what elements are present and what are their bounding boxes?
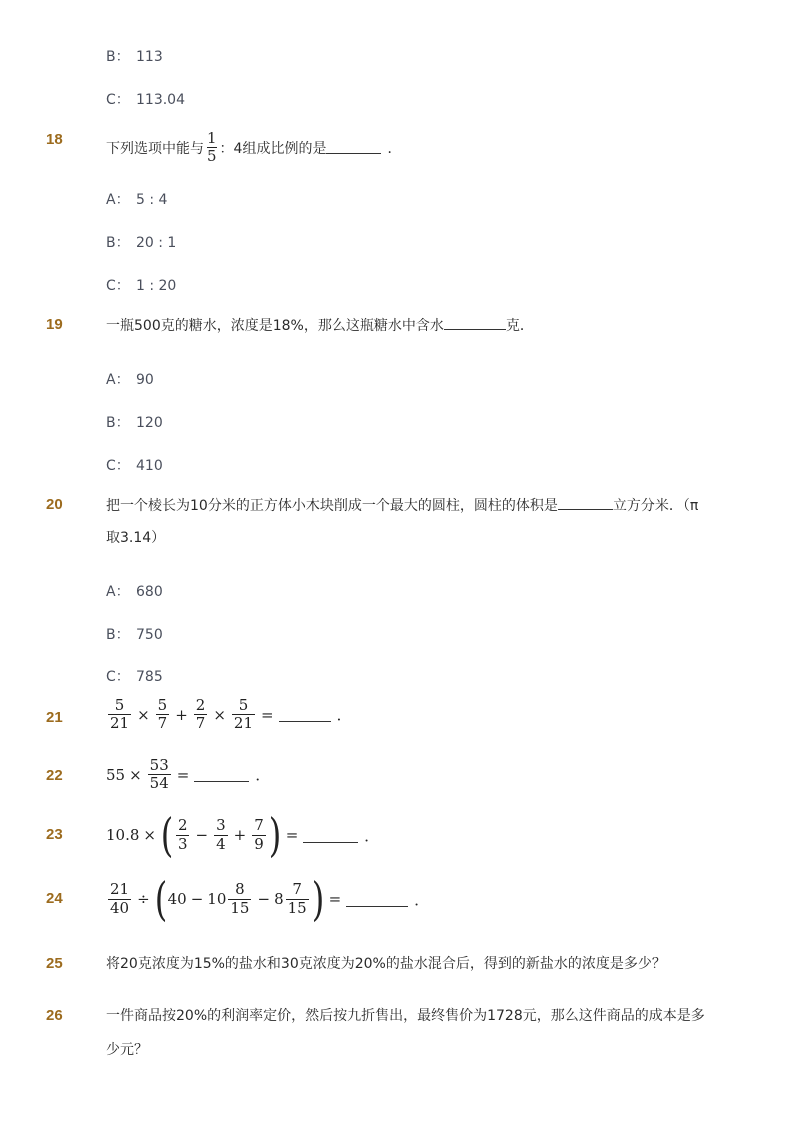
option-a: A： 680 xyxy=(106,584,163,600)
question-number: 23 xyxy=(46,826,63,843)
answer-blank[interactable] xyxy=(194,767,249,782)
option-c: C： 1 : 20 xyxy=(106,278,177,294)
fraction: $\frac{21}{40}$ xyxy=(110,880,130,917)
answer-blank[interactable] xyxy=(303,828,358,843)
fraction: $\frac{2}{3}$ xyxy=(177,816,188,853)
option-a: A： 5 : 4 xyxy=(106,192,168,208)
fraction: 1 5 xyxy=(207,129,217,166)
left-paren: ( xyxy=(160,808,174,862)
question-stem-line1: 把一个棱长为10分米的正方体小木块削成一个最大的圆柱，圆柱的体积是 立方分米．（π xyxy=(106,498,699,514)
answer-blank[interactable] xyxy=(346,892,408,907)
fraction: $\frac{5}{21}$ xyxy=(233,696,254,733)
question-stem-line2: 少元？ xyxy=(106,1042,148,1058)
right-paren: ) xyxy=(311,872,324,926)
question-number: 25 xyxy=(46,955,63,972)
question-number: 18 xyxy=(46,131,63,148)
fraction: $\frac{7}{9}$ xyxy=(254,816,264,853)
fraction: $\frac{5}{21}$ xyxy=(110,696,130,733)
fraction: $\frac{2}{7}$ xyxy=(195,696,206,733)
fraction: $\frac{8}{15}$ xyxy=(230,880,250,917)
question-stem: 下列选项中能与 1 5 ：4组成比例的是 ． xyxy=(106,129,402,166)
left-paren: ( xyxy=(154,872,167,926)
fraction: $\frac{53}{54}$ xyxy=(149,756,169,793)
question-number: 20 xyxy=(46,496,63,513)
question-stem-line1: 一件商品按20%的利润率定价，然后按九折售出，最终售价为1728元，那么这件商品的成本是多 xyxy=(106,1008,705,1024)
answer-blank[interactable] xyxy=(444,317,506,330)
fraction: $\frac{7}{15}$ xyxy=(287,880,307,917)
question-number: 26 xyxy=(46,1007,63,1024)
answer-blank[interactable] xyxy=(326,141,381,154)
question-number: 24 xyxy=(46,890,63,907)
math-expression: $\frac{5}{21}$ × $\frac{5}{7}$ + $\frac{2}{7}$ × $\frac{5}{21}$ = ． xyxy=(110,696,352,733)
question-stem: 一瓶500克的糖水，浓度是18%，那么这瓶糖水中含水 克． xyxy=(106,318,534,334)
option-a: A： 90 xyxy=(106,372,154,388)
option-b: B： 120 xyxy=(106,415,163,431)
option-c: C： 785 xyxy=(106,669,163,685)
answer-blank[interactable] xyxy=(558,497,613,510)
fraction: $\frac{5}{7}$ xyxy=(157,696,168,733)
question-number: 19 xyxy=(46,316,63,333)
math-expression: $\frac{21}{40}$ ÷ ( 40 − 10 $\frac{8}{15}$ − 8 $\frac{7}{15}$ ) = ． xyxy=(110,872,430,926)
math-expression: 10.8 × ( $\frac{2}{3}$ − $\frac{3}{4}$ + $\frac{7}{9}$ ) = ． xyxy=(106,808,380,862)
answer-blank[interactable] xyxy=(279,707,331,722)
question-stem: 将20克浓度为15%的盐水和30克浓度为20%的盐水混合后，得到的新盐水的浓度是多少？ xyxy=(106,956,666,972)
question-stem-line2: 取3.14） xyxy=(106,530,166,546)
question-number: 21 xyxy=(46,709,63,726)
option-c: C： 410 xyxy=(106,458,163,474)
option-b: B： 113 xyxy=(106,49,163,65)
option-b: B： 20 : 1 xyxy=(106,235,177,251)
fraction: $\frac{3}{4}$ xyxy=(216,816,226,853)
question-number: 22 xyxy=(46,767,63,784)
option-b: B： 750 xyxy=(106,627,163,643)
right-paren: ) xyxy=(268,808,281,862)
option-c: C： 113.04 xyxy=(106,92,185,108)
math-expression: 55 × $\frac{53}{54}$ = ． xyxy=(106,756,271,793)
